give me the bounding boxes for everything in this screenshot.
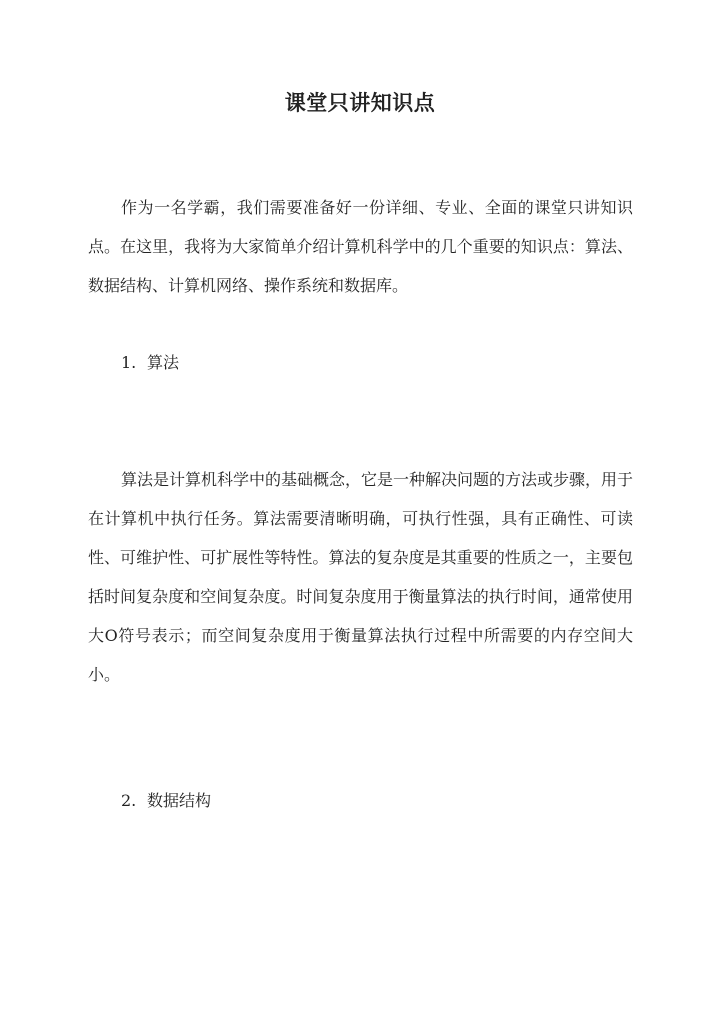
section-number: 2. [121,791,137,810]
section-heading-algorithm [121,348,179,378]
section-number: 1. [121,353,137,372]
section-heading-data-structures [121,786,211,816]
intro-paragraph: 作为一名学霸，我们需要准备好一份详细、专业、全面的课堂只讲知识点。在这里，我将为大家简单介绍计算机科学中的几个重要的知识点：算法、数据结构、计算机网络、操作系统和数据库。 [88,198,633,295]
document-title: 课堂只讲知识点 [284,90,436,115]
algorithm-paragraph: 算法是计算机科学中的基础概念，它是一种解决问题的方法或步骤，用于在计算机中执行任务。算法需要清晰明确，可执行性强，具有正确性、可读性、可维护性、可扩展性等特性。算法的复杂度是其重要的性质之一，主要包括时间复杂度和空间复杂度。时间复杂度用于衡量算法的执行时间，通常使用大O符号表示；而空间复杂度用于衡量算法执行过程中所需要的内存空间大小。 [88,470,634,684]
section-title: 算法 [147,353,180,372]
section-title: 数据结构 [147,791,212,810]
